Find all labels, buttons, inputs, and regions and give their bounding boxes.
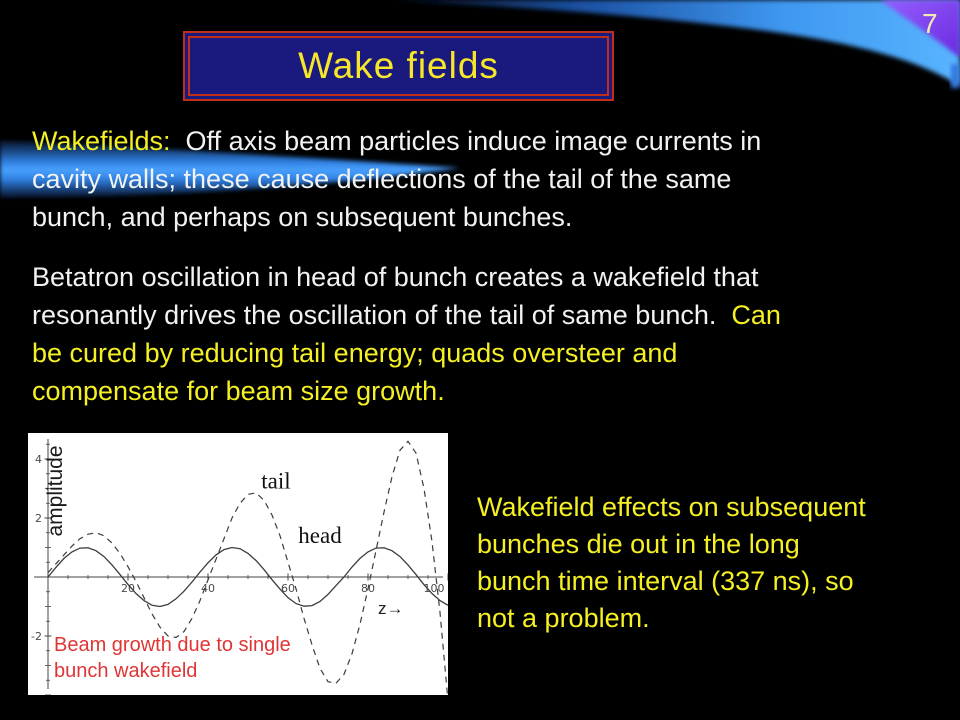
paragraph-wakefields-line3: bunch, and perhaps on subsequent bunches. bbox=[32, 202, 573, 232]
chart-caption-line2: bunch wakefield bbox=[54, 660, 198, 682]
paragraph-wakefields-line2: cavity walls; these cause deflections of the tail of the same bbox=[32, 164, 732, 194]
svg-text:tail: tail bbox=[261, 468, 291, 494]
paragraph-wakefields-line1 bbox=[32, 122, 960, 160]
chart-caption-line1: Beam growth due to single bbox=[54, 634, 291, 656]
svg-text:40: 40 bbox=[201, 582, 215, 595]
title-box bbox=[183, 31, 614, 101]
wakefield-chart-image bbox=[28, 433, 448, 695]
svg-text:80: 80 bbox=[361, 582, 375, 595]
svg-text:60: 60 bbox=[281, 582, 295, 595]
svg-text:-2: -2 bbox=[31, 630, 42, 643]
paragraph-betatron-line2 bbox=[32, 296, 960, 334]
paragraph-betatron-line1: Betatron oscillation in head of bunch creates a wakefield that bbox=[32, 262, 759, 292]
paragraph-betatron bbox=[32, 258, 960, 410]
betatron-line2-yellow: Can bbox=[716, 300, 781, 330]
svg-text:head: head bbox=[298, 523, 342, 549]
side-note-line2: bunches die out in the long bbox=[477, 529, 800, 559]
svg-text:20: 20 bbox=[121, 582, 135, 595]
svg-text:z→: z→ bbox=[378, 599, 404, 618]
svg-text:amplitude: amplitude bbox=[44, 445, 67, 537]
side-note-line4: not a problem. bbox=[477, 603, 650, 633]
paragraph-betatron-line3: be cured by reducing tail energy; quads oversteer and bbox=[32, 338, 678, 368]
side-note-line3: bunch time interval (337 ns), so bbox=[477, 566, 854, 596]
svg-text:4: 4 bbox=[35, 453, 42, 466]
slide-page-number: 7 bbox=[922, 8, 938, 39]
svg-text:100: 100 bbox=[423, 582, 445, 595]
chart-caption bbox=[54, 632, 291, 684]
side-note-line1: Wakefield effects on subsequent bbox=[477, 492, 866, 522]
side-note-wakefield-effects bbox=[477, 489, 947, 637]
paragraph-betatron-line4: compensate for beam size growth. bbox=[32, 376, 445, 406]
svg-text:2: 2 bbox=[35, 512, 42, 525]
wakefields-lead: Wakefields: bbox=[32, 126, 171, 156]
slide-title: Wake fields bbox=[298, 45, 499, 86]
paragraph-wakefields bbox=[32, 122, 960, 236]
betatron-line2-white: resonantly drives the oscillation of the tail of same bunch. bbox=[32, 300, 717, 330]
wakefields-line1-rest: Off axis beam particles induce image currents in bbox=[170, 126, 762, 156]
